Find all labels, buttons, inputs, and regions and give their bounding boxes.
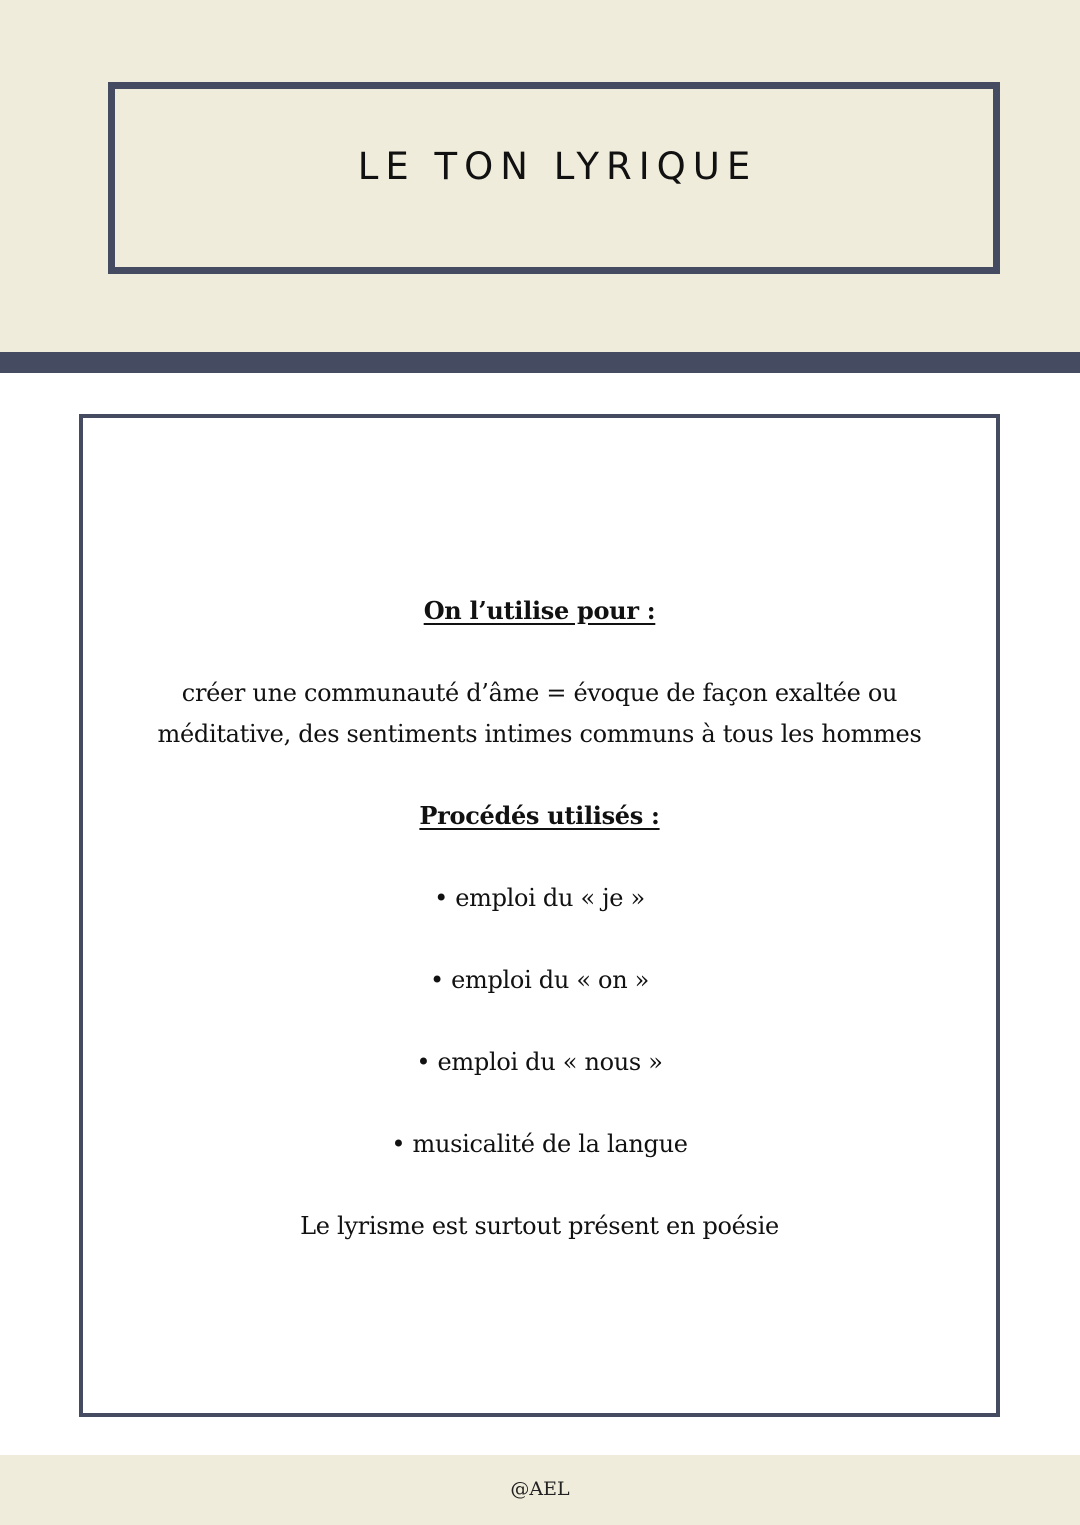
conclusion-text: Le lyrisme est surtout présent en poésie: [300, 1212, 779, 1240]
list-item-on: • emploi du « on »: [429, 966, 650, 994]
procedes-heading: Procédés utilisés :: [419, 801, 660, 830]
header-band: [0, 0, 1080, 352]
usage-text-line-1: créer une communauté d’âme = évoque de façon exaltée ou: [181, 679, 898, 707]
list-item-nous: • emploi du « nous »: [416, 1048, 663, 1076]
usage-text-line-2: méditative, des sentiments intimes communs à tous les hommes: [157, 720, 922, 748]
list-item-je: • emploi du « je »: [434, 884, 645, 912]
footer-credit: @AEL: [510, 1478, 570, 1500]
title-frame: [108, 82, 1000, 274]
content-frame: [79, 414, 1000, 1417]
divider-bar: [0, 352, 1080, 373]
page-title: LE TON LYRIQUE: [357, 144, 758, 188]
usage-heading: On l’utilise pour :: [423, 596, 656, 625]
list-item-musicalite: • musicalité de la langue: [391, 1130, 688, 1158]
